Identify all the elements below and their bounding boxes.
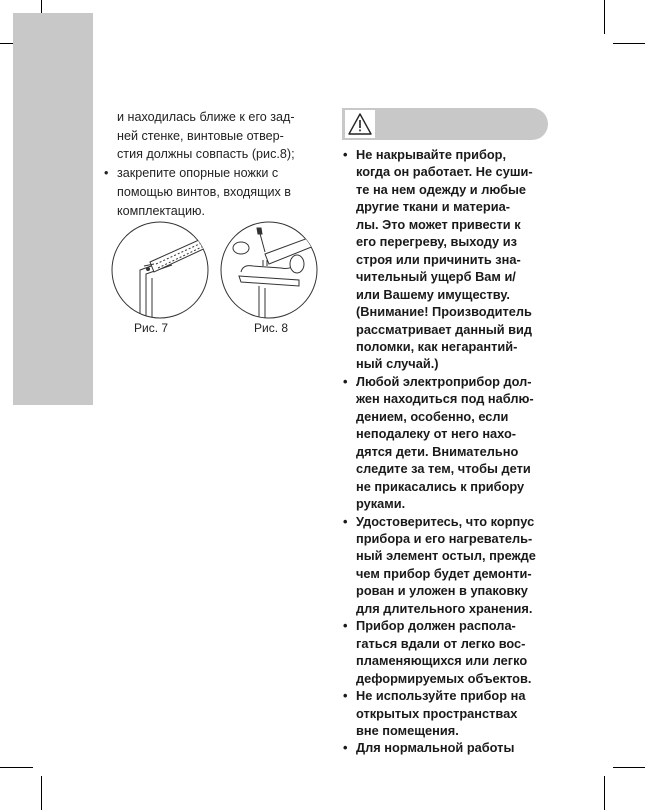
side-tab-bar — [13, 13, 93, 405]
crop-mark — [613, 767, 645, 768]
bullet-dot: • — [104, 166, 109, 181]
bullet-dot: • — [343, 373, 348, 389]
figure-8-illustration — [219, 220, 319, 320]
bullet-dot: • — [343, 513, 348, 529]
figure-7-caption: Рис. 7 — [134, 321, 169, 335]
bullet-item: • закрепите опорные ножки с помощью винтов, входящих в комплектацию. — [104, 166, 291, 218]
warning-item: • Удостоверитесь, что корпус прибора и его нагреватель- ный элемент остыл, прежде чем прибор будет демонти- рован и уложен в упаковку для длительного хранения. — [343, 513, 536, 616]
figure-7 — [110, 220, 210, 320]
bullet-dot: • — [343, 147, 348, 162]
bullet-dot: • — [343, 740, 348, 756]
figure-8 — [219, 220, 319, 320]
left-column — [104, 108, 319, 220]
warning-item: • Для нормальной работы — [343, 740, 515, 756]
bullet-dot: • — [343, 618, 348, 634]
warning-item: • Прибор должен распола- гаться вдали от легко вос- пламеняющихся или легко деформируемых объектов. — [343, 618, 532, 686]
warning-item: • Любой электроприбор дол- жен находиться под наблю- дением, особенно, если неподалеку от него нахо- дятся дети. Внимательно следите за тем, чтобы дети не прикасались к прибору руками. — [343, 373, 534, 512]
figure-8-caption: Рис. 8 — [254, 321, 289, 335]
warning-triangle-icon — [345, 110, 375, 138]
figure-7-illustration — [110, 220, 210, 320]
crop-mark — [604, 776, 605, 810]
warning-icon-box — [345, 110, 375, 138]
warning-item: • Не накрывайте прибор, когда он работает. Не суши- те на нем одежду и любые другие ткани и материа- лы. Это может привести к его перегреву, выходу из строя или причинить зна- чительный ущерб Вам и/ или Вашему имуществу. (Внимание! Производитель рассматривает данный вид поломки, как негарантий- ный случай.) — [343, 147, 533, 372]
bullet-dot: • — [343, 688, 348, 704]
warning-item: • Не используйте прибор на открытых пространствах вне помещения. — [343, 688, 526, 738]
continued-paragraph: и находилась ближе к его зад- ней стенке, винтовые отвер- стия должны совпасть (рис.8); — [117, 110, 295, 162]
crop-mark — [604, 0, 605, 34]
crop-mark — [0, 767, 33, 768]
crop-mark — [41, 776, 42, 810]
crop-mark — [613, 43, 645, 44]
warnings-list — [343, 146, 555, 757]
